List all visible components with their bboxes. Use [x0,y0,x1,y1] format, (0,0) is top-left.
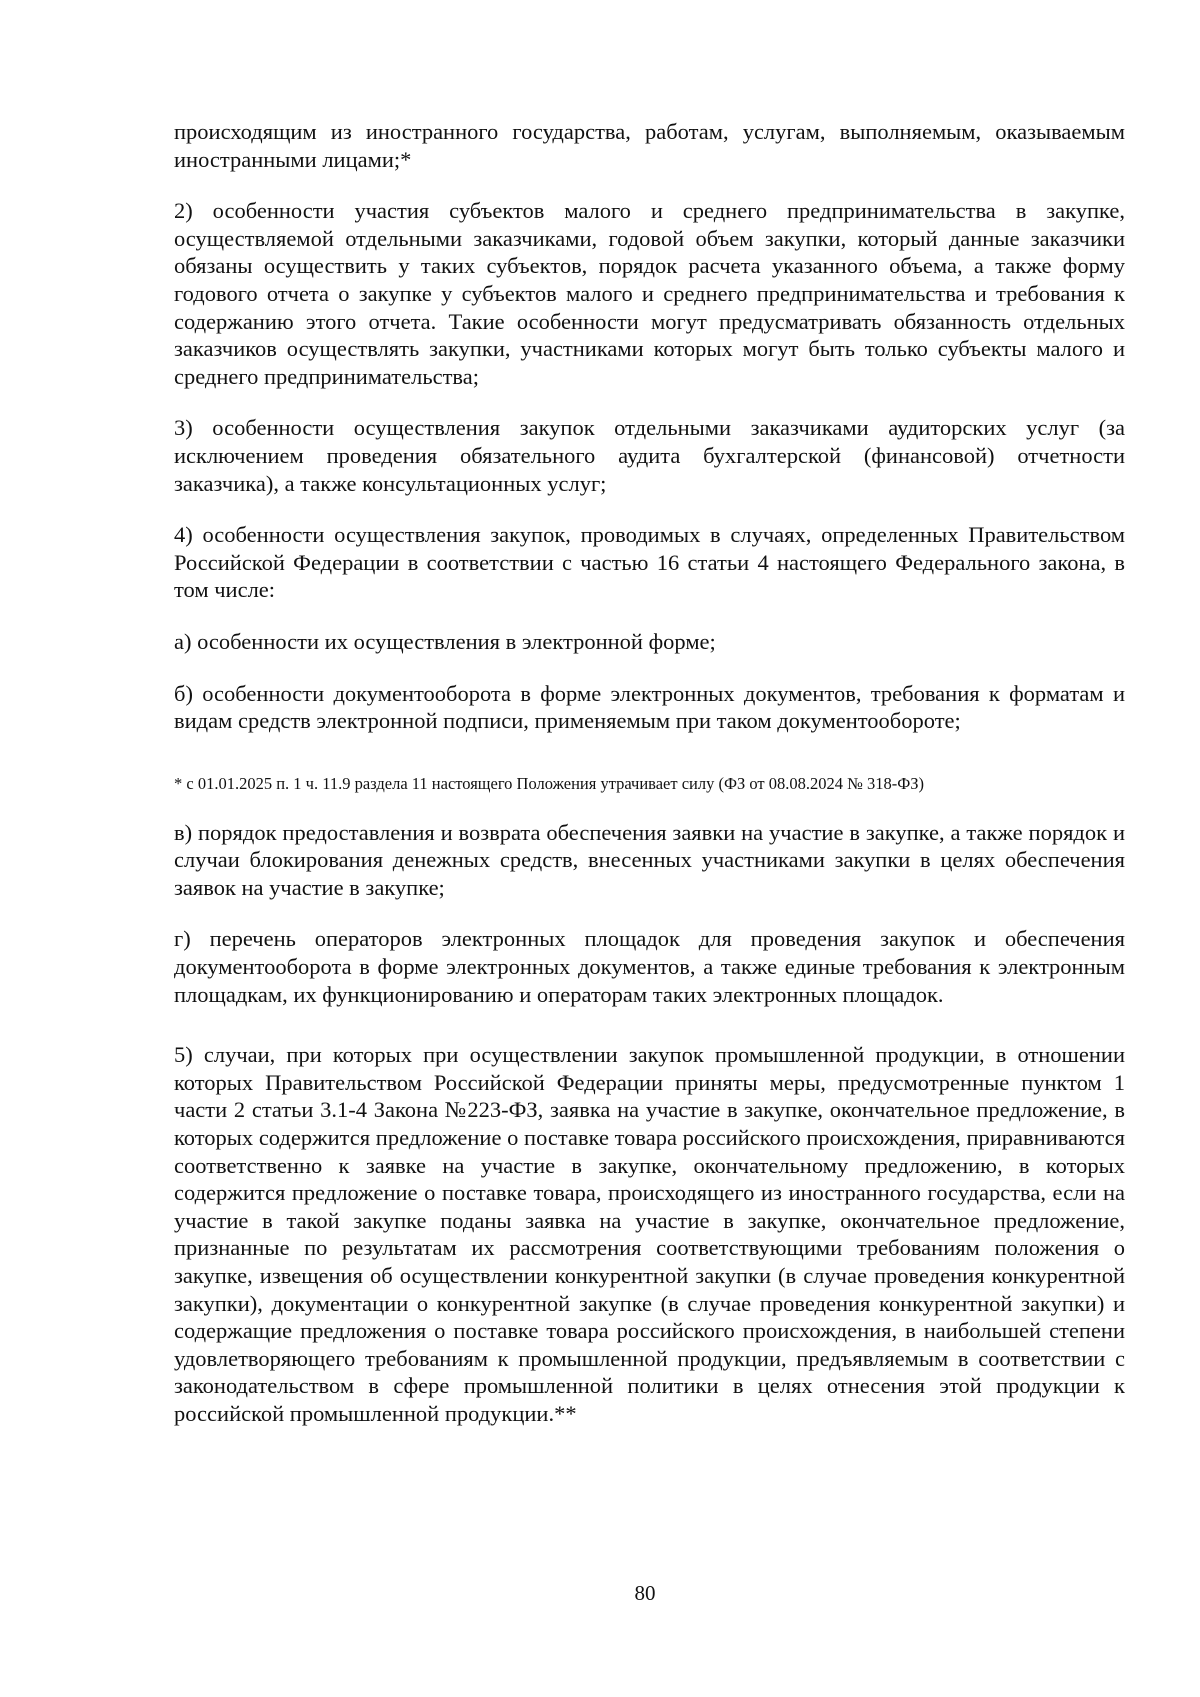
paragraph-item-5: 5) случаи, при которых при осуществлении закупок промышленной продукции, в отношении которых Правительством Российской Федерации приняты меры, предусмотренные пунктом 1 части 2 статьи 3.1-4 Закона №223-ФЗ, заявка на участие в закупке, окончательное предложение, в которых содержится предложение о поставке товара российского происхождения, приравниваются соответственно к заявке на участие в закупке, окончательному предложению, в которых содержится предложение о поставке товара, происходящего из иностранного государства, если на участие в такой закупке поданы заявка на участие в закупке, окончательное предложение, признанные по результатам их рассмотрения соответствующими требованиям положения о закупке, извещения об осуществлении конкурентной закупки (в случае проведения конкурентной закупки), документации о конкурентной закупке (в случае проведения конкурентной закупки) и содержащие предложения о поставке товара российского происхождения, в наибольшей степени удовлетворяющего требованиям к промышленной продукции, предъявляемым в соответствии с законодательством в сфере промышленной политики в целях отнесения этой продукции к российской промышленной продукции.** [174,1042,1125,1426]
paragraph-item-4: 4) особенности осуществления закупок, проводимых в случаях, определенных Правительством Российской Федерации в соответствии с частью 16 статьи 4 настоящего Федерального закона, в том числе: [174,522,1125,603]
paragraph-item-2: 2) особенности участия субъектов малого и среднего предпринимательства в закупке, осуществляемой отдельными заказчиками, годовой объем закупки, который данные заказчики обязаны осуществить у таких субъектов, порядок расчета указанного объема, а также форму годового отчета о закупке у субъектов малого и среднего предпринимательства и требования к содержанию этого отчета. Такие особенности могут предусматривать обязанность отдельных заказчиков осуществлять закупки, участниками которых могут быть только субъекты малого и среднего предпринимательства; [174,198,1125,389]
footnote: * с 01.01.2025 п. 1 ч. 11.9 раздела 11 настоящего Положения утрачивает силу (ФЗ от 08.08.2024 № 318-ФЗ) [174,773,925,793]
paragraph-subitem-v: в) порядок предоставления и возврата обеспечения заявки на участие в закупке, а также порядок и случаи блокирования денежных средств, внесенных участниками закупки в целях обеспечения заявок на участие в закупке; [174,819,1125,900]
paragraph-subitem-a: а) особенности их осуществления в электронной форме; [174,628,716,654]
paragraph-continuation: происходящим из иностранного государства, работам, услугам, выполняемым, оказываемым иностранными лицами;* [174,119,1125,172]
page-number: 80 [634,1581,656,1605]
paragraph-item-3: 3) особенности осуществления закупок отдельными заказчиками аудиторских услуг (за исключением проведения обязательного аудита бухгалтерской (финансовой) отчетности заказчика), а также консультационных услуг; [174,415,1125,496]
paragraph-subitem-g: г) перечень операторов электронных площадок для проведения закупок и обеспечения документооборота в форме электронных документов, а также единые требования к электронным площадкам, их функционированию и операторам таких электронных площадок. [174,926,1125,1007]
page-body [174,118,1125,1452]
paragraph-subitem-b: б) особенности документооборота в форме электронных документов, требования к форматам и видам средств электронной подписи, применяемым при таком документообороте; [174,680,1125,734]
